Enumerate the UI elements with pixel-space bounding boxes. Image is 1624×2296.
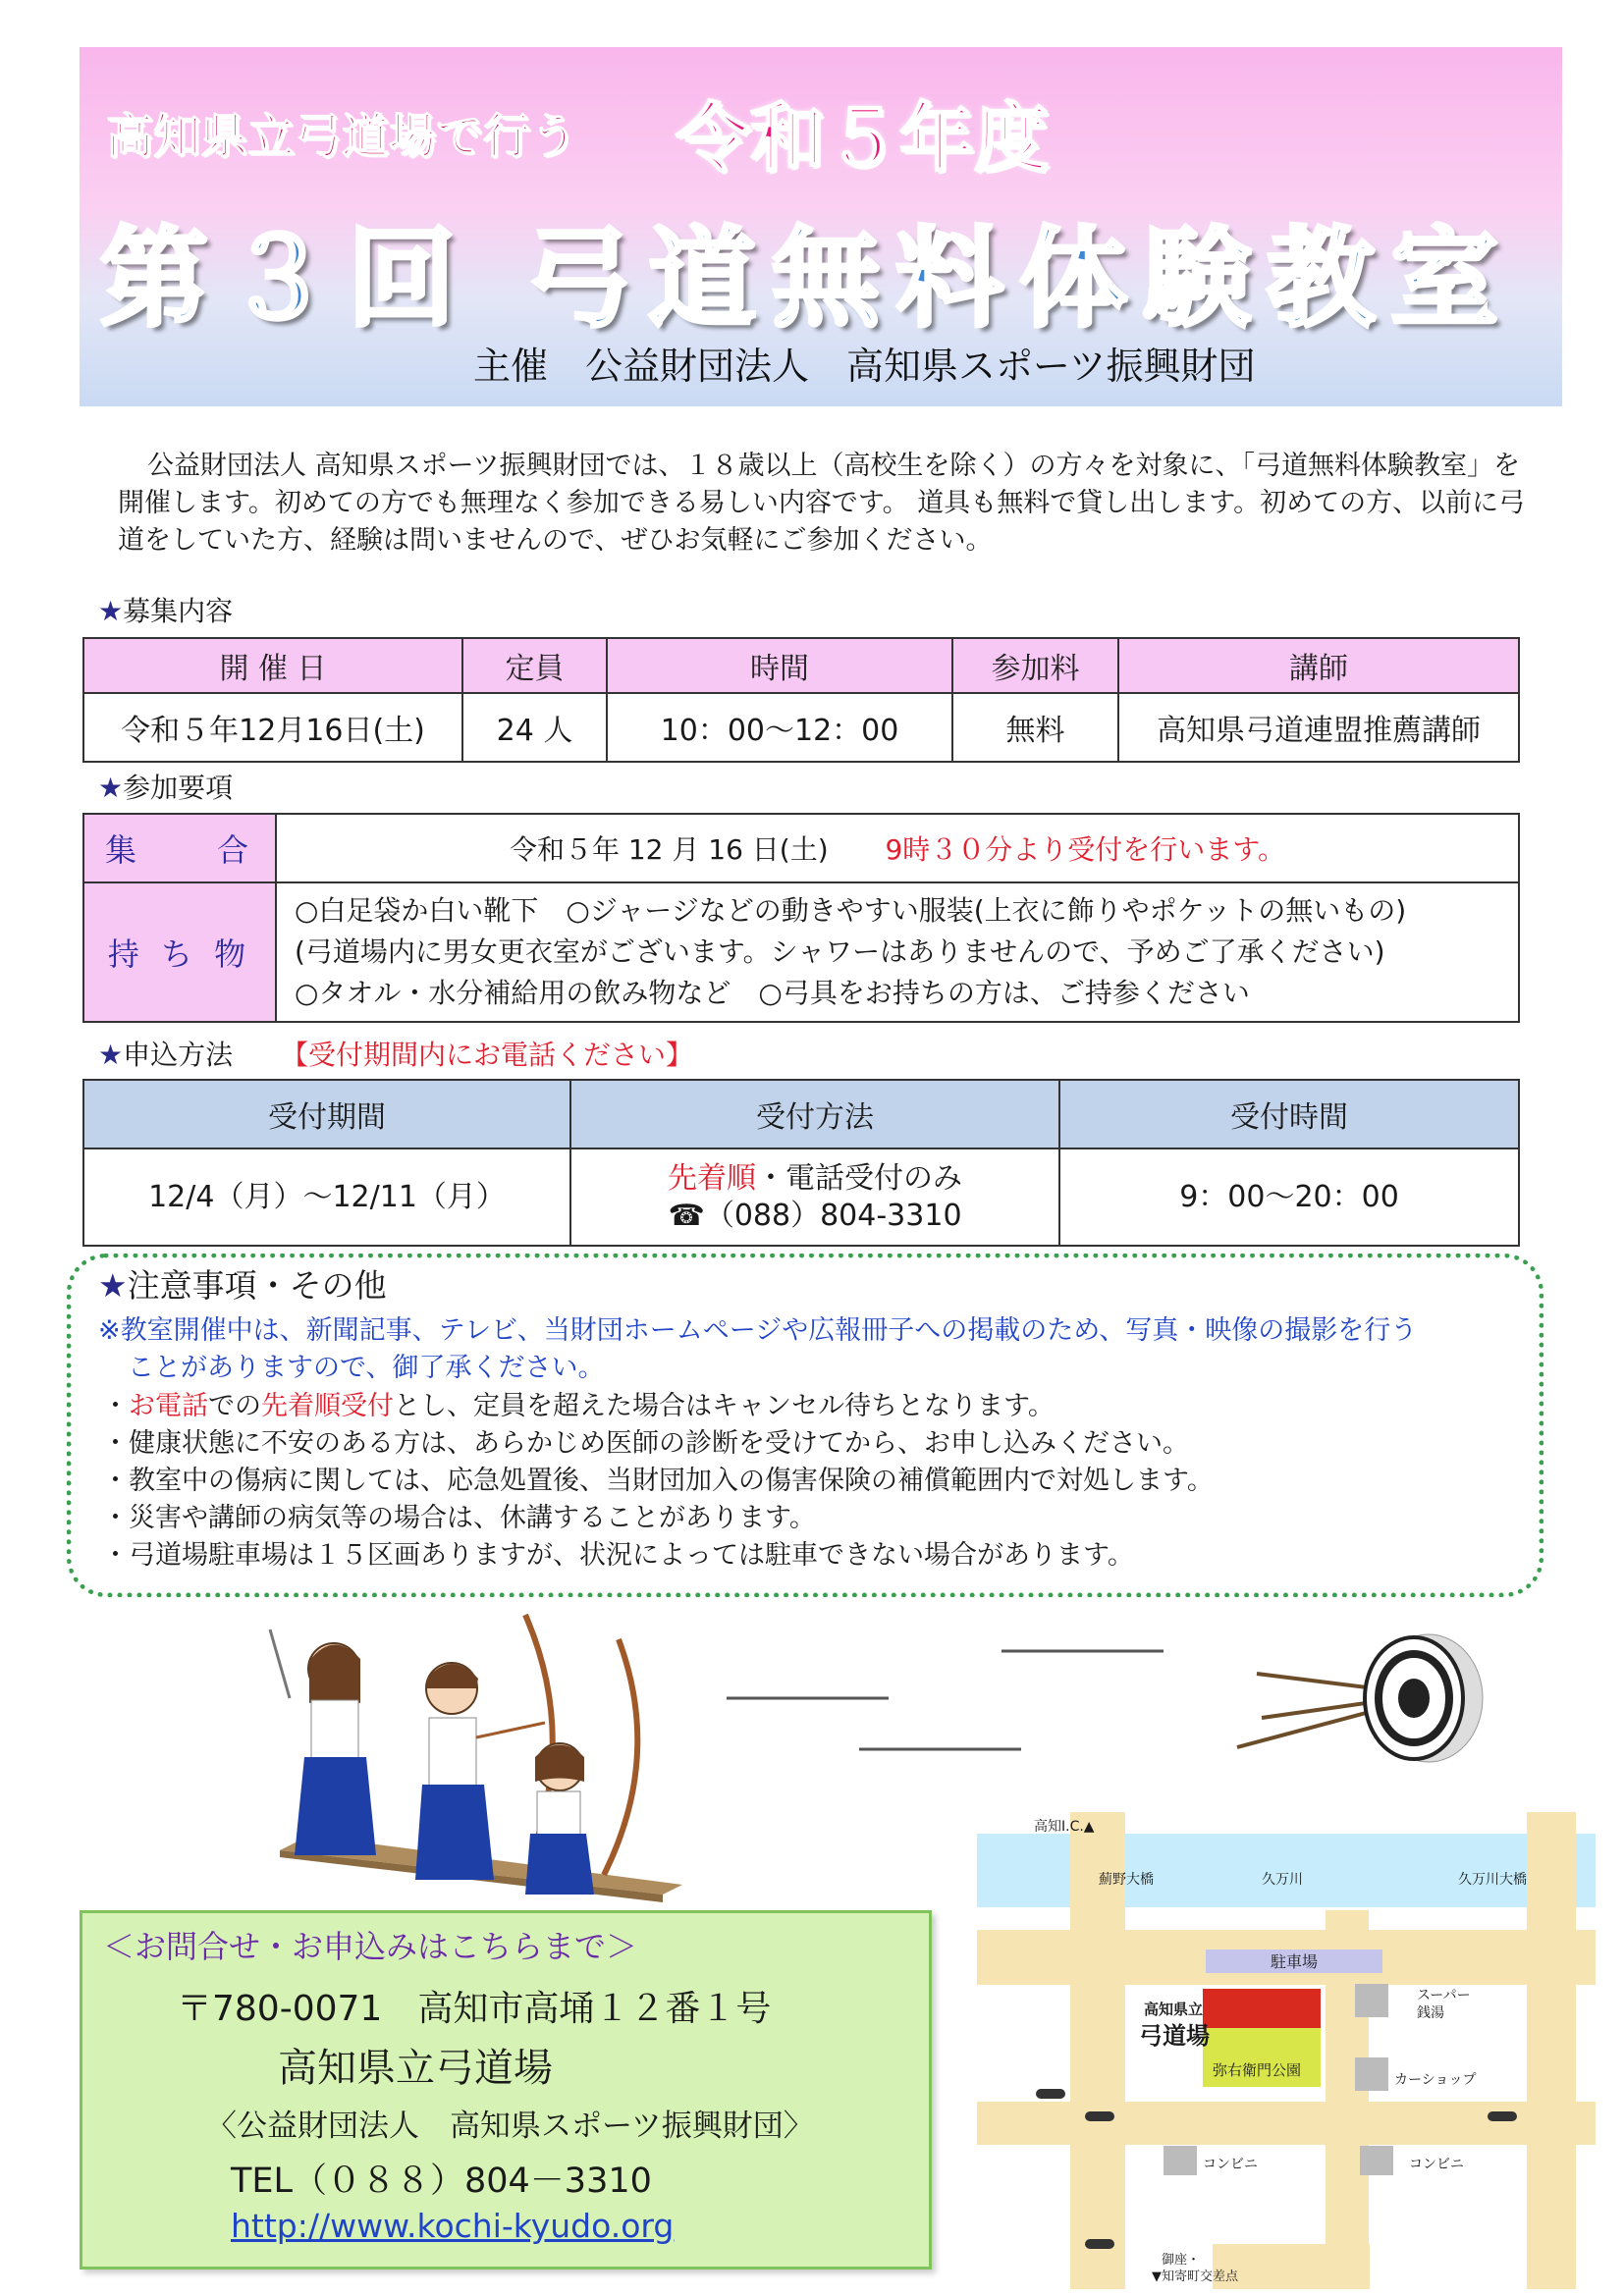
note-text: 弓道場駐車場は１５区画ありますが、状況によっては駐車できない場合があります。: [129, 1540, 1134, 1571]
map-river-label: 久万川: [1262, 1872, 1303, 1888]
contact-address: 〒780-0071 高知市高埇１２番１号: [177, 1989, 772, 2029]
star-icon: ★: [98, 1039, 124, 1071]
note-text: とし、定員を超えた場合はキャンセル待ちとなります。: [394, 1391, 1055, 1421]
table-cell: 無料: [952, 693, 1118, 762]
note-line: ・お電話での先着順受付とし、定員を超えた場合はキャンセル待ちとなります。: [102, 1391, 1055, 1421]
apply-method: [570, 1148, 1059, 1246]
map-bridge2: 久万川大橋: [1458, 1872, 1527, 1888]
organizer: 主催 公益財団法人 高知県スポーツ振興財団: [473, 345, 1256, 388]
map-conv1: コンビニ: [1203, 2157, 1258, 2172]
table-row: [83, 814, 1519, 882]
header-subtitle: 高知県立弓道場で行う: [106, 109, 578, 164]
traffic-light-icon: [1036, 2089, 1065, 2099]
contact-venue: 高知県立弓道場: [278, 2046, 553, 2091]
intro-text: 公益財団法人 高知県スポーツ振興財団では、１８歳以上（高校生を除く）の方々を対象に、「弓道無料体験教室」を開催します。初めての方でも無理なく参加できる易しい内容です。 道具も無料で貸し出します。初めての方、以前に弓道をしていた方、経験は問いませんので、ぜひお気軽にご参加ください。: [118, 451, 1526, 556]
meet-label: 集 合: [83, 814, 276, 882]
table-header: 開 催 日: [83, 638, 462, 693]
note-text: 教室中の傷病に関しては、応急処置後、当財団加入の傷害保険の補償範囲内で対処します。: [129, 1466, 1214, 1496]
map-building: [1360, 2146, 1393, 2175]
table-header-row: [83, 1080, 1519, 1148]
table-header: 受付期間: [83, 1080, 570, 1148]
website-link[interactable]: http://www.kochi-kyudo.org: [231, 2207, 675, 2245]
apply-table: [82, 1079, 1520, 1247]
map-super: スーパー: [1417, 1988, 1471, 2003]
note-line: ・災害や講師の病気等の場合は、休講することがあります。: [102, 1503, 816, 1533]
photo-note-1: ※教室開催中は、新聞記事、テレビ、当財団ホームページや広報冊子への掲載のため、写真・映像の撮影を行う: [98, 1315, 1418, 1346]
items-cell: [276, 882, 1519, 1022]
contact-heading: ＜お問合せ・お申込みはこちらまで＞: [103, 1928, 638, 1965]
table-cell: 令和５年12月16日(土): [83, 693, 462, 762]
table-header: 受付方法: [570, 1080, 1059, 1148]
item-line: (弓道場内に男女更衣室がございます。シャワーはありませんので、予めご了承ください): [295, 935, 1385, 968]
apply-note: 【受付期間内にお電話ください】: [281, 1039, 694, 1071]
table-header: 講師: [1118, 638, 1519, 693]
note-red: 先着順受付: [261, 1391, 394, 1421]
section-requirements-label: 参加要項: [123, 772, 234, 804]
table-row: [83, 882, 1519, 1022]
section-apply: [98, 1034, 693, 1073]
table-row: [83, 693, 1519, 762]
item-line: ○白足袋か白い靴下 ○ジャージなどの動きやすい服装(上衣に飾りやポケットの無いもの): [295, 894, 1407, 927]
table-cell: 10：00～12：00: [607, 693, 952, 762]
map-building: [1355, 2057, 1388, 2091]
meet-cell: [276, 814, 1519, 882]
table-cell: 高知県弓道連盟推薦講師: [1118, 693, 1519, 762]
map-bottom1: 御座・: [1162, 2253, 1201, 2268]
traffic-light-icon: [1085, 2111, 1114, 2121]
table-header: 時間: [607, 638, 952, 693]
map-building: [1164, 2146, 1197, 2175]
table-cell: 24 人: [462, 693, 607, 762]
header-year: 令和５年度: [676, 94, 1049, 182]
table-header-row: [83, 638, 1519, 693]
map-dojo-small: 高知県立: [1144, 2001, 1204, 2018]
contact-tel: TEL（０８８）804－3310: [231, 2162, 652, 2201]
apply-method-red: 先着順: [668, 1160, 756, 1196]
note-line: ・健康状態に不安のある方は、あらかじめ医師の診断を受けてから、お申し込みください。: [102, 1428, 1189, 1459]
map-ic: 高知I.C.▲: [1034, 1819, 1095, 1835]
traffic-light-icon: [1085, 2239, 1114, 2249]
meet-note: 9時３０分より受付を行います。: [885, 833, 1286, 866]
apply-phone: ☎（088）804-3310: [668, 1198, 962, 1233]
map-parking: 駐車場: [1206, 1949, 1382, 1973]
note-text: での: [208, 1391, 261, 1421]
map-dojo-building: [1203, 1989, 1321, 2028]
traffic-light-icon: [1488, 2111, 1517, 2121]
note-line: ・弓道場駐車場は１５区画ありますが、状況によっては駐車できない場合があります。: [102, 1540, 1134, 1571]
map-building: [1355, 1984, 1388, 2017]
table-header: 定員: [462, 638, 607, 693]
map-carshop: カーショップ: [1394, 2072, 1477, 2088]
section-requirements: [98, 767, 233, 806]
notes-heading: [98, 1260, 387, 1307]
meet-date: 令和５年 12 月 16 日(土): [509, 833, 829, 866]
notes-heading-label: 注意事項・その他: [127, 1266, 387, 1305]
map-dojo-label: 弓道場: [1139, 2022, 1210, 2050]
contact-org: 〈公益財団法人 高知県スポーツ振興財団〉: [206, 2109, 814, 2144]
section-recruit: [98, 590, 233, 629]
map-bath: 銭湯: [1417, 2005, 1444, 2021]
star-icon: ★: [98, 772, 124, 804]
section-apply-label: 申込方法: [123, 1039, 234, 1071]
note-red: お電話: [129, 1391, 208, 1421]
note-text: 災害や講師の病気等の場合は、休講することがあります。: [129, 1503, 816, 1533]
note-line: ・教室中の傷病に関しては、応急処置後、当財団加入の傷害保険の補償範囲内で対処します。: [102, 1466, 1214, 1496]
apply-hours: 9：00～20：00: [1059, 1148, 1519, 1246]
photo-note-2: ことがありますので、御了承ください。: [128, 1353, 605, 1383]
map-bottom2: ▼知寄町交差点: [1152, 2269, 1238, 2284]
recruit-table: [82, 637, 1520, 763]
map-bridge1: 薊野大橋: [1099, 1872, 1154, 1888]
archers-illustration: [250, 1610, 682, 1904]
access-map: [977, 1812, 1596, 2289]
table-header: 受付時間: [1059, 1080, 1519, 1148]
section-recruit-label: 募集内容: [123, 595, 234, 627]
star-icon: ★: [98, 595, 124, 627]
map-park-label: 弥右衛門公園: [1213, 2061, 1302, 2079]
note-text: 健康状態に不安のある方は、あらかじめ医師の診断を受けてから、お申し込みください。: [129, 1428, 1189, 1459]
page-title: 第３回 弓道無料体験教室: [100, 216, 1515, 342]
apply-method-rest: ・電話受付のみ: [756, 1160, 962, 1196]
items-label: 持 ち 物: [83, 882, 276, 1022]
table-header: 参加料: [952, 638, 1118, 693]
map-conv2: コンビニ: [1409, 2157, 1464, 2172]
item-line: ○タオル・水分補給用の飲み物など ○弓具をお持ちの方は、ご持参ください: [295, 977, 1250, 1009]
table-row: [83, 1148, 1519, 1246]
arrows-target-illustration: [727, 1629, 1571, 1787]
star-icon: ★: [98, 1266, 128, 1305]
apply-period: 12/4（月）～12/11（月）: [83, 1148, 570, 1246]
requirements-table: [82, 813, 1520, 1023]
map-road: [1527, 1812, 1576, 2289]
